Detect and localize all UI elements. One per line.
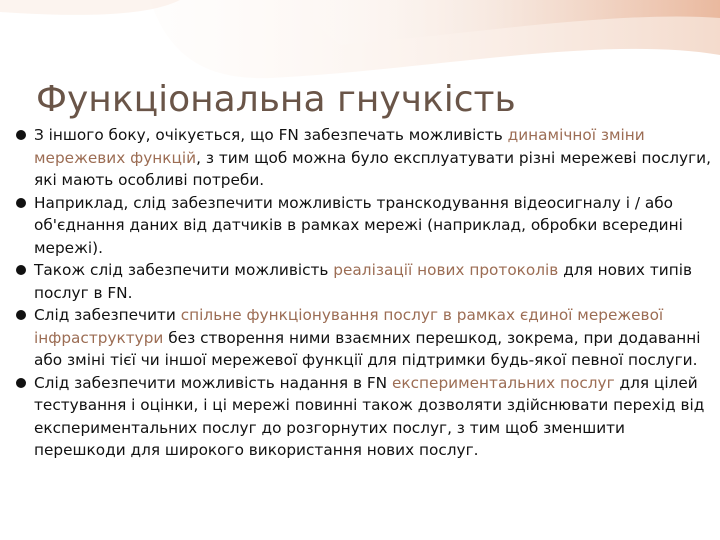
bullet-item	[14, 124, 714, 192]
bullet-text: З іншого боку, очікується, що FN забезпечать можливість	[34, 126, 508, 144]
bullet-text: для нових типів послуг в FN.	[34, 261, 692, 302]
bullet-dot-icon	[16, 265, 26, 275]
bullet-text: , з тим щоб можна було експлуатувати різні мережеві послуги, які мають особливі потреби.	[34, 148, 711, 189]
bullet-item	[14, 372, 714, 462]
bullet-dot-icon	[16, 130, 26, 140]
highlighted-text: експериментальних послуг	[391, 373, 615, 392]
bullet-text: для цілей тестування і оцінки, і ці мережі повинні також дозволяти здійснювати перехід від експериментальних послуг до розгорнутих послуг, з тим щоб зменшити перешкоди для широкого використання нових послуг.	[34, 373, 705, 459]
bullet-text: Також слід забезпечити можливість	[34, 261, 334, 279]
bullet-list	[14, 124, 714, 462]
bullet-text: Слід забезпечити можливість надання в FN	[34, 373, 392, 392]
bullet-item	[14, 192, 714, 260]
highlighted-text: спільне функціонування послуг в рамках єдиної мережевої інфраструктури	[34, 306, 664, 347]
bullet-item	[14, 259, 714, 304]
highlighted-text: динамічної зміни мережевих функцій	[34, 126, 645, 167]
bullet-dot-icon	[16, 310, 26, 320]
slide-title: Функціональна гнучкість	[36, 79, 516, 120]
bullet-text: Слід забезпечити	[34, 306, 181, 324]
bullet-text: Наприклад, слід забезпечити можливість транскодування відеосигналу і / або об'єднання даних від датчиків в рамках мережі (наприклад, обробки всередині мережі).	[34, 193, 683, 257]
bullet-item	[14, 304, 714, 372]
bullet-text: без створення ними взаємних перешкод, зокрема, при додаванні або зміні тієї чи іншої мережевої функції для підтримки будь-якої певної послуги.	[34, 328, 701, 369]
bullet-dot-icon	[16, 198, 26, 208]
bullet-dot-icon	[16, 378, 26, 388]
highlighted-text: реалізації нових протоколів	[333, 261, 559, 279]
